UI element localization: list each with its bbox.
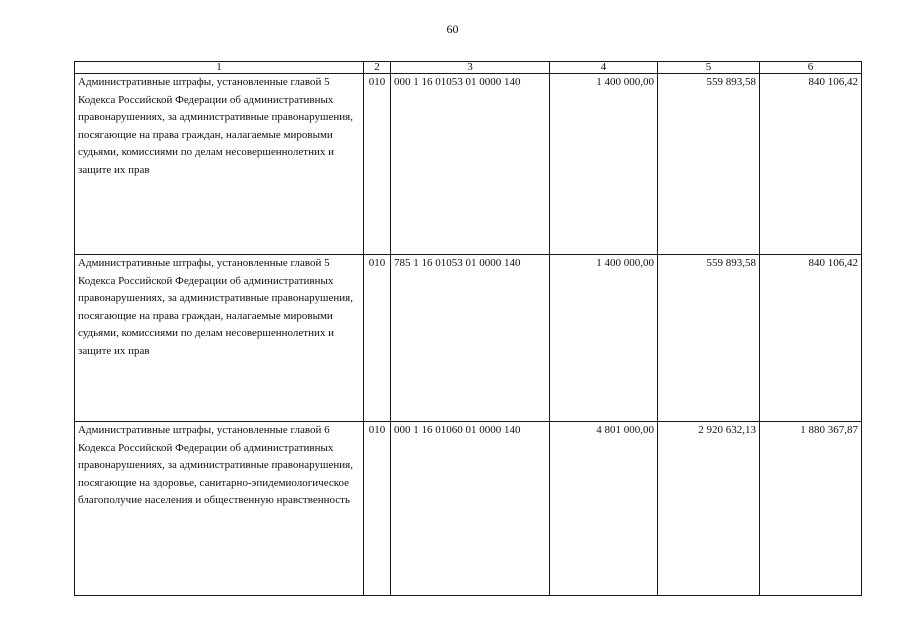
row-line-code-cell: 010 xyxy=(364,74,391,255)
table-row xyxy=(75,74,862,255)
header-col-3: 3 xyxy=(391,62,550,74)
row-executed-cell: 559 893,58 xyxy=(658,74,760,255)
header-col-2: 2 xyxy=(364,62,391,74)
row-approved-cell: 4 801 000,00 xyxy=(550,422,658,596)
row-executed-cell: 559 893,58 xyxy=(658,255,760,422)
row-remaining-cell: 840 106,42 xyxy=(760,255,862,422)
budget-table xyxy=(74,61,862,596)
row-line-code-cell: 010 xyxy=(364,255,391,422)
row-budget-code-cell: 785 1 16 01053 01 0000 140 xyxy=(391,255,550,422)
table-row xyxy=(75,422,862,596)
header-col-6: 6 xyxy=(760,62,862,74)
table-header-row xyxy=(75,62,862,74)
row-line-code-cell: 010 xyxy=(364,422,391,596)
row-budget-code-cell: 000 1 16 01053 01 0000 140 xyxy=(391,74,550,255)
row-name-cell: Административные штрафы, установленные главой 5 Кодекса Российской Федерации об административных правонарушениях, за административные правонарушения, посягающие на права граждан, налагаемые мировыми судьями, комиссиями по делам несовершеннолетних и защите их прав xyxy=(75,255,364,422)
row-executed-cell: 2 920 632,13 xyxy=(658,422,760,596)
row-remaining-cell: 1 880 367,87 xyxy=(760,422,862,596)
row-name-cell: Административные штрафы, установленные главой 5 Кодекса Российской Федерации об административных правонарушениях, за административные правонарушения, посягающие на права граждан, налагаемые мировыми судьями, комиссиями по делам несовершеннолетних и защите их прав xyxy=(75,74,364,255)
row-name-cell: Административные штрафы, установленные главой 6 Кодекса Российской Федерации об административных правонарушениях, за административные правонарушения, посягающие на здоровье, санитарно-эпидемиологическое благополучие населения и общественную нравственность xyxy=(75,422,364,596)
row-budget-code-cell: 000 1 16 01060 01 0000 140 xyxy=(391,422,550,596)
page-number: 60 xyxy=(446,22,459,36)
row-approved-cell: 1 400 000,00 xyxy=(550,255,658,422)
row-approved-cell: 1 400 000,00 xyxy=(550,74,658,255)
header-col-1: 1 xyxy=(75,62,364,74)
header-col-5: 5 xyxy=(658,62,760,74)
table-row xyxy=(75,255,862,422)
header-col-4: 4 xyxy=(550,62,658,74)
row-remaining-cell: 840 106,42 xyxy=(760,74,862,255)
